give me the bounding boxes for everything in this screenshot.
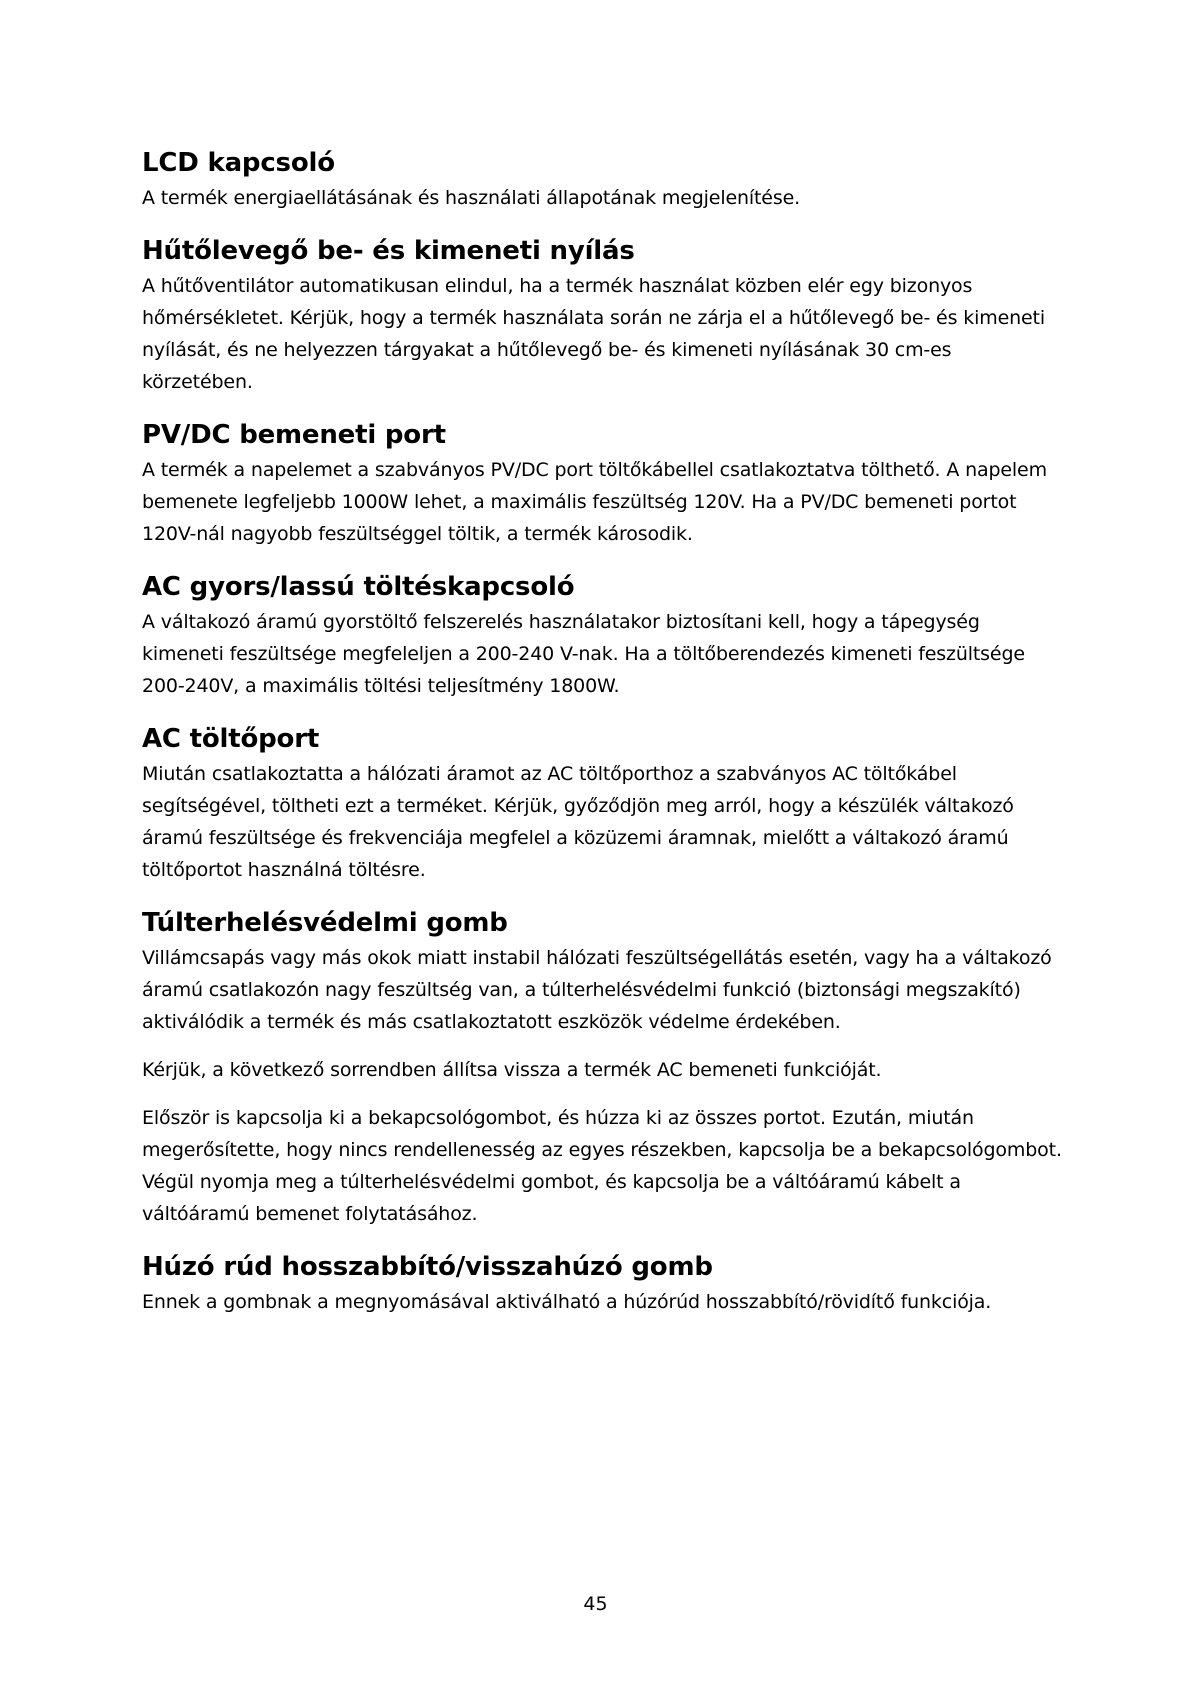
section-heading: PV/DC bemeneti port	[142, 420, 446, 450]
section-paragraph: A termék energiaellátásának és használati állapotának megjelenítése.	[142, 187, 801, 209]
section-heading: AC töltőport	[142, 724, 320, 754]
section-paragraph: Először is kapcsolja ki a bekapcsológombot, és húzza ki az összes portot. Ezután, miután megerősítette, hogy nincs rendellenesség az egyes részekben, kapcsolja be a bekapcsológombot. Végül nyomja meg a túlterhelésvédelmi gombot, és kapcsolja be a váltóáramú kábelt a váltóáramú bemenet folytatásához.	[142, 1107, 1062, 1225]
section-pv-dc-input	[142, 418, 1062, 550]
section-paragraph: Kérjük, a következő sorrendben állítsa vissza a termék AC bemeneti funkcióját.	[142, 1059, 882, 1081]
section-lcd-switch	[142, 146, 1062, 214]
section-cooling-vent	[142, 234, 1062, 398]
section-paragraph: A váltakozó áramú gyorstöltő felszerelés használatakor biztosítani kell, hogy a tápegység kimeneti feszültsége megfeleljen a 200-240 V-nak. Ha a töltőberendezés kimeneti feszültsége 200-240V, a maximális töltési teljesítmény 1800W.	[142, 611, 1025, 697]
page-content	[142, 146, 1062, 1318]
section-overload-button	[142, 906, 1062, 1230]
section-paragraph: A termék a napelemet a szabványos PV/DC port töltőkábellel csatlakoztatva tölthető. A napelem bemenete legfeljebb 1000W lehet, a maximális feszültség 120V. Ha a PV/DC bemeneti portot 120V-nál nagyobb feszültséggel töltik, a termék károsodik.	[142, 459, 1047, 545]
section-heading: Húzó rúd hosszabbító/visszahúzó gomb	[142, 1252, 713, 1282]
section-heading: Hűtőlevegő be- és kimeneti nyílás	[142, 236, 635, 266]
section-handle-button	[142, 1250, 1062, 1318]
section-ac-charge-switch	[142, 570, 1062, 702]
section-heading: LCD kapcsoló	[142, 148, 335, 178]
section-paragraph: Villámcsapás vagy más okok miatt instabil hálózati feszültségellátás esetén, vagy ha a váltakozó áramú csatlakozón nagy feszültség van, a túlterhelésvédelmi funkció (biztonsági megszakító) aktiválódik a termék és más csatlakoztatott eszközök védelme érdekében.	[142, 947, 1052, 1033]
section-heading: Túlterhelésvédelmi gomb	[142, 908, 508, 938]
section-paragraph: A hűtőventilátor automatikusan elindul, ha a termék használat közben elér egy bizonyos hőmérsékletet. Kérjük, hogy a termék használata során ne zárja el a hűtőlevegő be- és kimeneti nyílását, és ne helyezzen tárgyakat a hűtőlevegő be- és kimeneti nyílásának 30 cm-es körzetében.	[142, 275, 1045, 393]
section-ac-charging-port	[142, 722, 1062, 886]
section-paragraph: Ennek a gombnak a megnyomásával aktiválható a húzórúd hosszabbító/rövidítő funkciója.	[142, 1291, 992, 1313]
section-paragraph: Miután csatlakoztatta a hálózati áramot az AC töltőporthoz a szabványos AC töltőkábel segítségével, töltheti ezt a terméket. Kérjük, győződjön meg arról, hogy a készülék váltakozó áramú feszültsége és frekvenciája megfelel a közüzemi áramnak, mielőtt a váltakozó áramú töltőportot használná töltésre.	[142, 763, 1014, 881]
section-heading: AC gyors/lassú töltéskapcsoló	[142, 572, 575, 602]
page-number: 45	[583, 1593, 608, 1615]
